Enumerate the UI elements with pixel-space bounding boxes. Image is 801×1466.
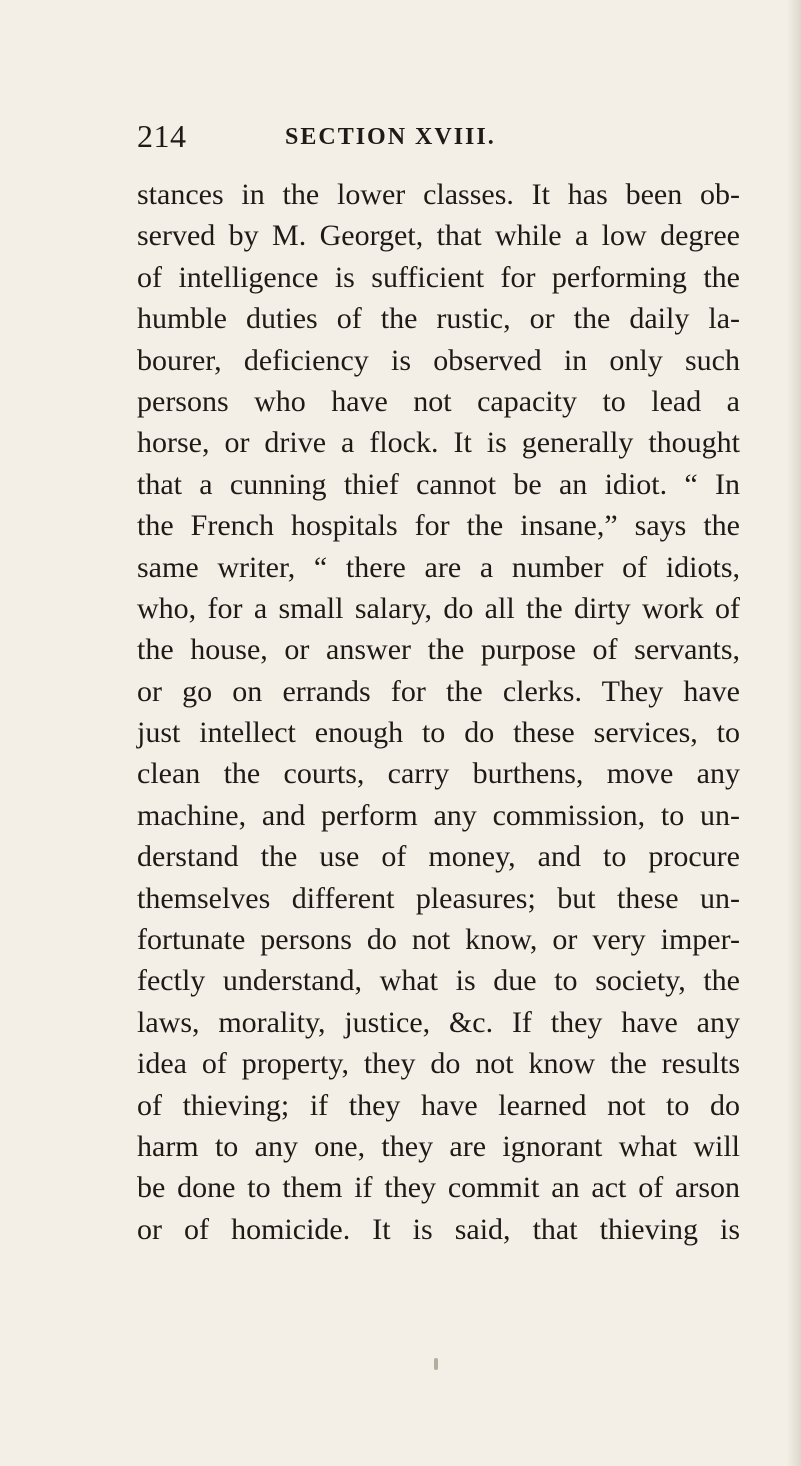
text-line: clean the courts, carry burthens, move any [137,757,740,791]
text-line: or go on errands for the clerks. They have [137,674,740,708]
ink-speck [434,1358,438,1370]
text-line: same writer, “ there are a number of idiots, [137,550,740,584]
text-line: served by M. Georget, that while a low degree [137,219,740,253]
text-line: machine, and perform any commission, to un- [137,798,740,832]
text-line: the French hospitals for the insane,” says the [137,509,740,543]
text-line: horse, or drive a flock. It is generally thought [137,426,740,460]
text-line: persons who have not capacity to lead a [137,384,740,418]
text-line: fectly understand, what is due to society, the [137,964,740,998]
text-line: fortunate persons do not know, or very imper- [137,923,740,957]
page-number: 214 [137,118,187,154]
section-title: SECTION XVIII. [285,124,496,150]
running-head [137,118,737,154]
text-line: derstand the use of money, and to procure [137,840,740,874]
text-line: just intellect enough to do these services, to [137,716,740,750]
text-line: of intelligence is sufficient for performing the [137,260,740,294]
text-line: be done to them if they commit an act of arson [137,1171,740,1205]
text-line: who, for a small salary, do all the dirty work of [137,591,740,625]
text-line: laws, morality, justice, &c. If they have any [137,1005,740,1039]
text-line: stances in the lower classes. It has been ob- [137,178,740,211]
text-line: bourer, deficiency is observed in only such [137,343,740,377]
page-edge-shadow [787,0,801,1466]
text-line: themselves different pleasures; but these un- [137,881,740,915]
text-line: harm to any one, they are ignorant what will [137,1129,740,1163]
text-line: that a cunning thief cannot be an idiot. “ In [137,467,740,501]
text-line: humble duties of the rustic, or the daily la- [137,302,740,336]
text-line: the house, or answer the purpose of servants, [137,633,740,667]
text-line: or of homicide. It is said, that thieving is [137,1212,740,1246]
body-text [137,174,740,1250]
text-line: idea of property, they do not know the results [137,1047,740,1081]
text-line: of thieving; if they have learned not to do [137,1088,740,1122]
